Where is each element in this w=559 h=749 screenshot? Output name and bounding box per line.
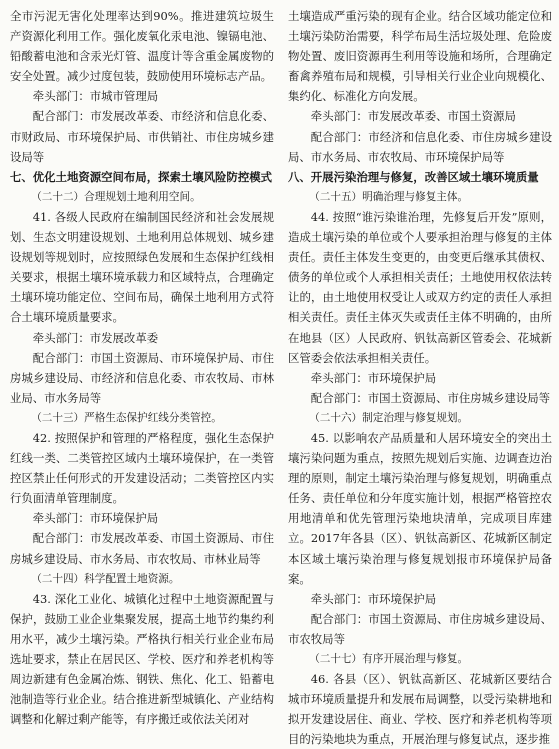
subsection-heading: （二十三）严格生态保护红线分类管控。 (31, 411, 222, 424)
paragraph: 牵头部门：市环境保护局 (310, 370, 437, 385)
paragraph: 配合部门：市国土资源局、市住房城乡建设局等 (310, 390, 551, 405)
subsection-heading: （二十四）科学配置土地资源。 (31, 572, 180, 585)
paragraph: 44. 按照“谁污染谁治理，先修复后开发”原则，造成土壤污染的单位或个人要承担治理与修复的主体责任。责任主体发生变更的，由变更后继承其债权、债务的单位或个人承担相关责任；土地使用权依法转让的，由土地使用权受让人或双方约定的责任人承担相关责任。责任主体灭失或责任主体不明确的，由所在地县（区）人民政府、钒钛高新区管委会、花城新区管委会依法承担相关责任。 (288, 209, 552, 365)
paragraph: 配合部门：市经济和信息化委、市住房城乡建设局、市水务局、市农牧局、市环境保护局等 (288, 129, 552, 164)
paragraph: 配合部门：市发展改革委、市经济和信息化委、市财政局、市环境保护局、市供销社、市住房城乡建设局等 (10, 109, 274, 164)
right-column (288, 6, 552, 747)
paragraph: 牵头部门：市发展改革委、市国土资源局 (310, 109, 516, 124)
paragraph: 牵头部门：市环境保护局 (32, 511, 159, 526)
paragraph: 牵头部门：市城市管理局 (32, 89, 159, 104)
paragraph: 牵头部门：市环境保护局 (310, 591, 437, 606)
subsection-heading: （二十七）有序开展治理与修复。 (309, 653, 469, 665)
paragraph: 41. 各级人民政府在编制国民经济和社会发展规划、生态文明建设规划、土地利用总体规划、城乡建设规划等规划时，应按照绿色发展和生态保护红线相关要求，根据土壤环境承载力和区域特点，合理确定土壤环境功能定位、空间布局，确保土地利用方式符合土壤环境质量要求。 (10, 209, 274, 325)
subsection-heading: （二十二）合理规划土地利用空间。 (31, 190, 201, 203)
section-heading: 八、开展污染治理与修复，改善区域土壤环境质量 (288, 169, 539, 184)
left-column (10, 6, 274, 737)
subsection-heading: （二十六）制定治理与修复规划。 (309, 411, 469, 424)
paragraph: 46. 各县（区）、钒钛高新区、花城新区要结合城市环境质量提升和发展布局调整，以受污染耕地和拟开发建设居住、商业、学校、医疗和养老机构等项目的污染地块为重点，开展治理与修复试点，逐步推 (288, 672, 552, 747)
paragraph: 牵头部门：市发展改革委 (32, 330, 159, 345)
paragraph: 45. 以影响农产品质量和人居环境安全的突出土壤污染问题为重点，按照先规划后实施、边调查边治理的原则，制定土壤污染治理与修复规划，明确重点任务、责任单位和分年度实施计划，根据严格管控农用地清单和优先管理污染地块清单，完成项目库建立。2017年各县（区）、钒钛高新区、花城新区制定本区域土壤污染治理与修复规划报市环境保护局备案。 (288, 430, 552, 586)
paragraph: 土壤造成严重污染的现有企业。结合区域功能定位和土壤污染防治需要，科学布局生活垃圾处理、危险废物处置、废旧资源再生利用等设施和场所，合理确定畜禽养殖布局和规模，引导相关行业企业向规模化、集约化、标准化方向发展。 (288, 9, 552, 104)
paragraph: 42. 按照保护和管理的严格程度，强化生态保护红线一类、二类管控区域内土壤环境保护，在一类管控区禁止任何形式的开发建设活动；二类管控区内实行负面清单管理制度。 (10, 430, 274, 506)
paragraph: 43. 深化工业化、城镇化过程中土地资源配置与保护，鼓励工业企业集聚发展，提高土地节约集约利用水平，减少土壤污染。严格执行相关行业企业布局选址要求，禁止在居民区、学校、医疗和养老机构等周边新建有色金属冶炼、钢铁、焦化、化工、铅蓄电池制造等行业企业。结合推进新型城镇化、产业结构调整和化解过剩产能等，有序搬迁或依法关闭对 (10, 591, 274, 727)
paragraph: 配合部门：市国土资源局、市环境保护局、市住房城乡建设局、市经济和信息化委、市农牧局、市林业局、市水务局等 (10, 350, 274, 405)
section-heading: 七、优化土地资源空间布局，探索土壤风险防控模式 (10, 169, 272, 184)
paragraph: 配合部门：市发展改革委、市国土资源局、市住房城乡建设局、市水务局、市农牧局、市林业局等 (10, 531, 274, 566)
paragraph: 配合部门：市国土资源局、市住房城乡建设局、市农牧局等 (288, 611, 552, 646)
paragraph: 全市污泥无害化处理率达到90%。推进建筑垃圾生产资源化利用工作。强化废氧化汞电池、镍镉电池、铅酸蓄电池和含汞光灯管、温度计等含重金属废物的安全处置。减少过度包装，鼓励使用环境标志产品。 (10, 9, 274, 84)
subsection-heading: （二十五）明确治理与修复主体。 (309, 190, 469, 203)
